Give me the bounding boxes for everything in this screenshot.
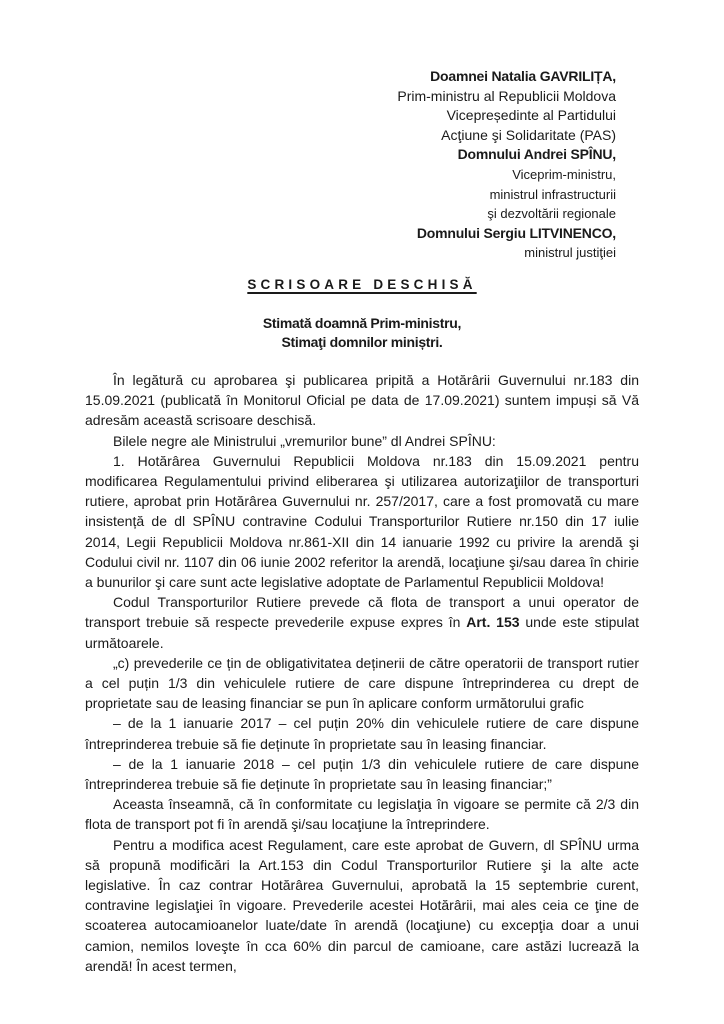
addressee-name-spinu: Domnului Andrei SPÎNU,: [457, 146, 616, 163]
addressee-name-litvinenco: Domnului Sergiu LITVINENCO,: [416, 224, 616, 241]
paragraph-quote-c: „c) prevederile ce țin de obligativitatea deținerii de către operatorii de transport rutier a cel puțin 1/3 din vehiculele rutiere de care dispune întreprinderea cu drept de proprietate sau de leasing financiar se pun în aplicare conform următorului grafic: [85, 654, 639, 712]
paragraph-modify-regulation: Pentru a modifica acest Regulament, care este aprobat de Guvern, dl SPÎNU urma să propună modificări la Art.153 din Codul Transporturilor Rutiere şi la alte acte legislative. În caz contrar Hotărârea Guvernului, aprobată la 15 septembrie curent, contravine legislaţiei în vigoare. Prevederile acestei Hotărârii, mai ales ceia ce ţine de scoaterea autocamioanelor luate/date în arendă (locaţiune) cu excepţia doar a unui camion, nemilos loveşte în cca 60% din parcul de camioane, care astăzi lucrează la arendă! În acest termen,: [85, 836, 639, 974]
addressee-title: ministrul infrastructurii: [489, 186, 616, 202]
salutation-line: Stimată doamnă Prim-ministru,: [262, 315, 462, 331]
document-title: [0, 277, 724, 292]
codul-text-before: Codul Transporturilor Rutiere prevede că flota de transport a unui operator de transport trebuie să respecte prevederile expuse expres în: [85, 594, 639, 631]
codul-text-after: unde este stipulat următoarele.: [85, 614, 639, 651]
article-reference: Art. 153: [466, 614, 520, 631]
addressee-name-gavrilita: Doamnei Natalia GAVRILIȚA,: [430, 68, 616, 84]
addressee-title: ministrul justiţiei: [524, 245, 616, 261]
salutation: [0, 314, 724, 352]
paragraph-point-1: 1. Hotărârea Guvernului Republicii Moldova nr.183 din 15.09.2021 pentru modificarea Regulamentului privind eliberarea şi utilizarea autorizaţiilor de transporturi rutiere, aprobat prin Hotărârea Guvernului nr. 257/2017, care a fost promovată cu mare insistență de dl SPÎNU contravine Codului Transporturilor Rutiere nr.150 din 17 iulie 2014, Legii Republicii Moldova nr.861-XII din 14 ianuarie 1992 cu privire la arendă şi Codului civil nr. 1107 din 06 iunie 2002 referitor la arendă, locaţiune şi/sau darea în chirie a bunurilor şi care sunt acte legislative adoptate de Parlamentul Republicii Moldova!: [85, 452, 639, 591]
addressee-block: [397, 67, 616, 263]
paragraph-quote-2018: – de la 1 ianuarie 2018 – cel puțin 1/3 din vehiculele rutiere de care dispune întreprinderea trebuie să fie deținute în proprietate sau în leasing financiar;”: [85, 755, 639, 793]
document-title-text: SCRISOARE DESCHISĂ: [247, 277, 477, 292]
addressee-title: Prim-ministru al Republicii Moldova: [397, 87, 616, 104]
paragraph-meaning: Aceasta înseamnă, că în conformitate cu legislaţia în vigoare se permite că 2/3 din flota de transport pot fi în arendă şi/sau locaţiune la întreprindere.: [85, 796, 639, 833]
salutation-line: Stimaţi domnilor miniștri.: [281, 334, 443, 350]
addressee-title: Viceprim-ministru,: [512, 166, 616, 182]
addressee-title: Acţiune şi Solidaritate (PAS): [441, 126, 616, 143]
letter-body: [85, 370, 639, 976]
paragraph-black-balls: Bilele negre ale Ministrului „vremurilor bune” dl Andrei SPÎNU:: [113, 432, 496, 449]
paragraph-intro: În legătură cu aprobarea şi publicarea pripită a Hotărârii Guvernului nr.183 din 15.09.2021 (publicată în Monitorul Oficial pe data de 17.09.2021) suntem impuși să Vă adresăm această scrisoare deschisă.: [85, 372, 639, 429]
addressee-title: Vicepreședinte al Partidului: [446, 107, 616, 124]
paragraph-codul: [85, 592, 639, 653]
paragraph-quote-2017: – de la 1 ianuarie 2017 – cel puțin 20% din vehiculele rutiere de care dispune întreprinderea trebuie să fie deținute în proprietate sau în leasing financiar.: [85, 715, 639, 752]
addressee-title: şi dezvoltării regionale: [487, 206, 616, 222]
